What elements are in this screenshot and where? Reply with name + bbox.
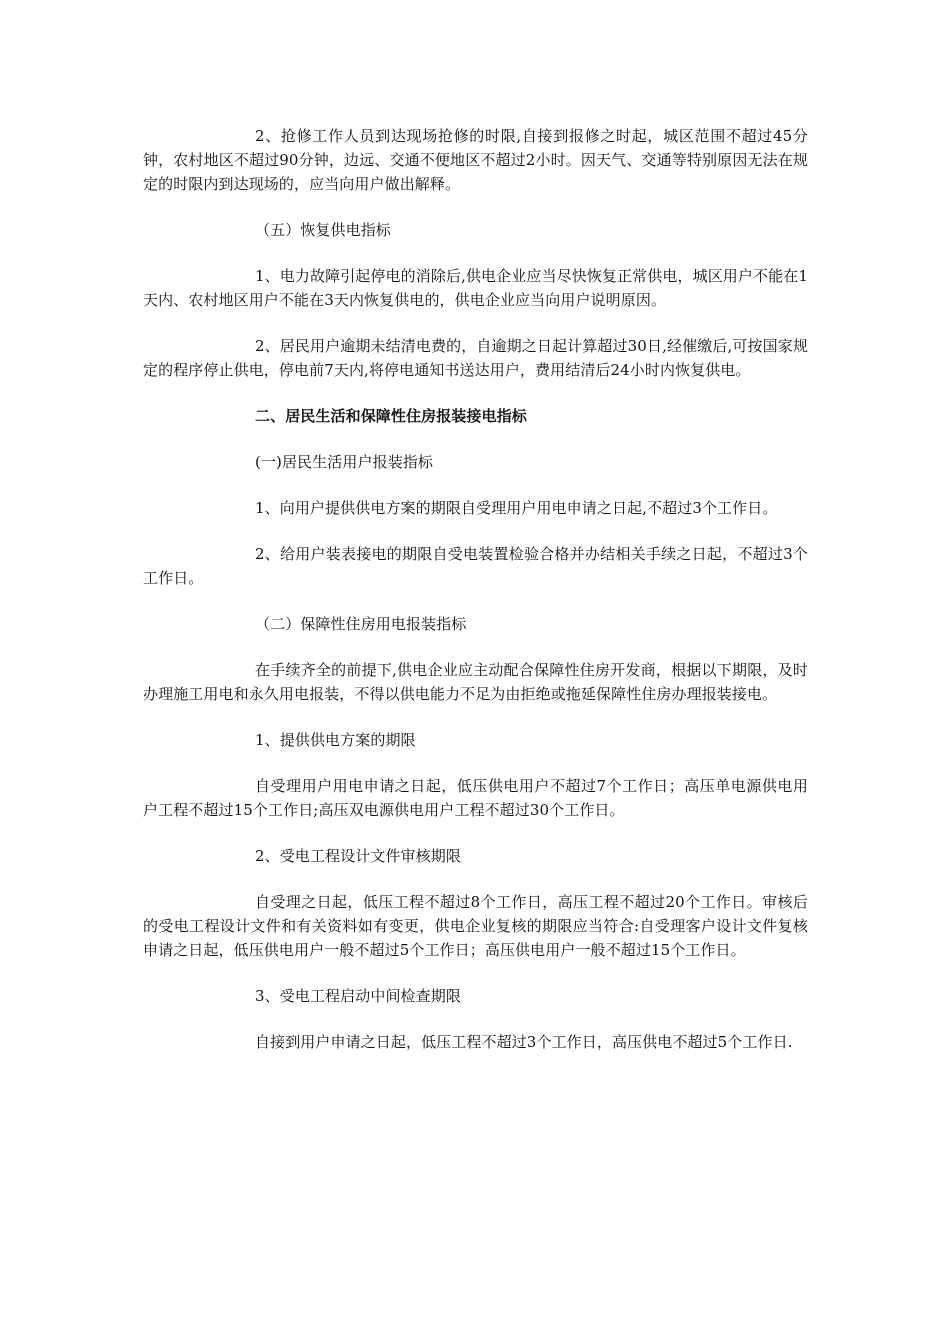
paragraph-meter-install-deadline: 2、给用户装表接电的期限自受电装置检验合格并办结相关手续之日起，不超过3个工作日。 <box>143 545 808 587</box>
section-title-restore-power: （五）恢复供电指标 <box>255 221 391 239</box>
item-title-design-review: 2、受电工程设计文件审核期限 <box>255 847 461 865</box>
subsection-title-affordable-housing: （二）保障性住房用电报装指标 <box>255 615 467 633</box>
paragraph-fault-restore: 1、电力故障引起停电的消除后,供电企业应当尽快恢复正常供电，城区用户不能在1天内、农村地区用户不能在3天内恢复供电的，供电企业应当向用户说明原因。 <box>143 267 808 309</box>
paragraph-supply-plan-limits: 自受理用户用电申请之日起，低压供电用户不超过7个工作日；高压单电源供电用户工程不超过15个工作日;高压双电源供电用户工程不超过30个工作日。 <box>143 777 808 819</box>
paragraph-supply-plan-deadline: 1、向用户提供供电方案的期限自受理用户用电申请之日起,不超过3个工作日。 <box>255 499 778 517</box>
section-heading-residential: 二、居民生活和保障性住房报装接电指标 <box>255 407 527 425</box>
item-title-supply-plan: 1、提供供电方案的期限 <box>255 731 416 749</box>
subsection-title-residential-users: (一)居民生活用户报装指标 <box>255 453 434 471</box>
paragraph-affordable-housing-intro: 在手续齐全的前提下,供电企业应主动配合保障性住房开发商，根据以下期限，及时办理施工用电和永久用电报装，不得以供电能力不足为由拒绝或拖延保障性住房办理报装接电。 <box>143 661 808 703</box>
paragraph-overdue-fees: 2、居民用户逾期未结清电费的，自逾期之日起计算超过30日,经催缴后,可按国家规定的程序停止供电，停电前7天内,将停电通知书送达用户，费用结清后24小时内恢复供电。 <box>143 337 808 379</box>
item-title-midway-inspection: 3、受电工程启动中间检查期限 <box>255 987 461 1005</box>
paragraph-repair-arrival-time: 2、抢修工作人员到达现场抢修的时限,自接到报修之时起，城区范围不超过45分钟，农村地区不超过90分钟，边远、交通不便地区不超过2小时。因天气、交通等特别原因无法在规定的时限内到达现场的，应当向用户做出解释。 <box>143 127 808 193</box>
paragraph-design-review-limits: 自受理之日起，低压工程不超过8个工作日，高压工程不超过20个工作日。审核后的受电工程设计文件和有关资料如有变更，供电企业复核的期限应当符合:自受理客户设计文件复核申请之日起，低压供电用户一般不超过5个工作日；高压供电用户一般不超过15个工作日。 <box>143 893 808 959</box>
paragraph-midway-inspection-limits: 自接到用户申请之日起，低压工程不超过3个工作日，高压供电不超过5个工作日. <box>255 1033 793 1051</box>
document-body <box>143 124 808 1076</box>
